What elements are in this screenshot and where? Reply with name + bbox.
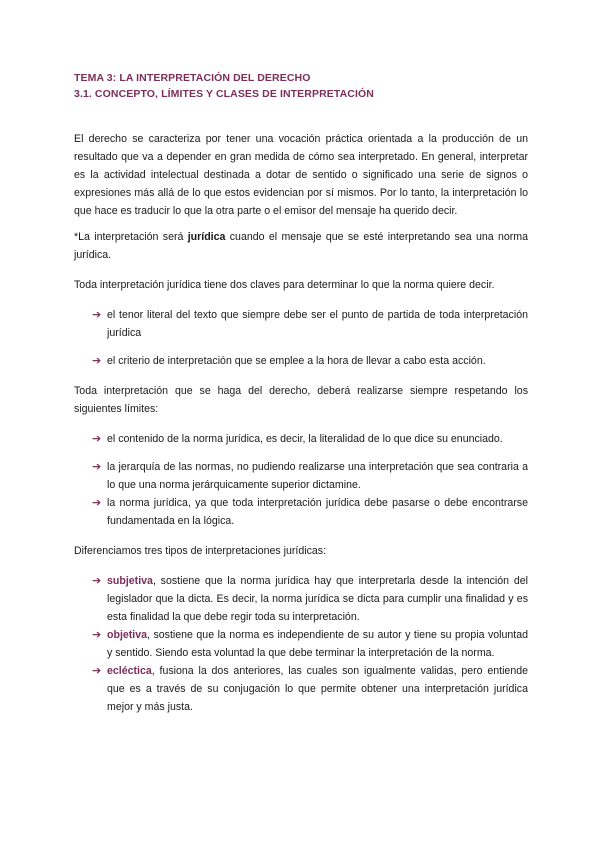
document-page bbox=[74, 70, 528, 716]
list-item-text: el criterio de interpretación que se emplee a la hora de llevar a cabo esta acción. bbox=[107, 355, 486, 367]
list-item bbox=[74, 352, 528, 370]
list-item bbox=[74, 430, 528, 448]
list-item bbox=[74, 626, 528, 662]
arrow-right-icon: ➔ bbox=[92, 665, 102, 677]
intro-paragraph: El derecho se caracteriza por tener una vocación práctica orientada a la producción de un resultado que va a depender en gran medida de cómo sea interpretado. En general, interpretar es la actividad intelectual destinada a dotar de sentido o significado una serie de signos o expresiones más allá de lo que estos evidencian por sí mismos. Por lo tanto, la interpretación lo que hace es traducir lo que la otra parte o el emisor del mensaje ha querido decir. bbox=[74, 133, 528, 217]
list-item bbox=[74, 458, 528, 494]
arrow-right-icon: ➔ bbox=[92, 629, 102, 641]
types-intro: Diferenciamos tres tipos de interpretaciones jurídicas: bbox=[74, 545, 327, 557]
note-bold-term: jurídica bbox=[187, 231, 226, 243]
type-term-objetiva: objetiva bbox=[107, 629, 148, 641]
list-item-text: la norma jurídica, ya que toda interpretación jurídica debe pasarse o debe encontrarse fundamentada en la lógica. bbox=[107, 497, 528, 527]
type-term-eclectica: ecléctica bbox=[107, 665, 152, 677]
arrow-right-icon: ➔ bbox=[92, 309, 102, 321]
list-item-text: la jerarquía de las normas, no pudiendo realizarse una interpretación que sea contraria a lo que una norma jerárquicamente superior dictamine. bbox=[107, 461, 528, 491]
type-description: , sostiene que la norma es independiente de su autor y tiene su propia voluntad y sentido. Siendo esta voluntad la que debe terminar la interpretación de la norma. bbox=[107, 629, 528, 659]
list-item bbox=[74, 662, 528, 716]
list-item bbox=[74, 494, 528, 530]
note-text-start: *La interpretación será bbox=[74, 231, 188, 243]
arrow-right-icon: ➔ bbox=[92, 575, 102, 587]
arrow-right-icon: ➔ bbox=[92, 497, 102, 509]
limits-intro: Toda interpretación que se haga del derecho, deberá realizarse siempre respetando los siguientes límites: bbox=[74, 385, 528, 415]
keys-intro: Toda interpretación jurídica tiene dos claves para determinar lo que la norma quiere decir. bbox=[74, 279, 495, 291]
type-description: , fusiona la dos anteriores, las cuales son igualmente validas, pero entiende que es a través de su conjugación lo que permite obtener una interpretación jurídica mejor y más justa. bbox=[107, 665, 528, 713]
topic-title: TEMA 3: LA INTERPRETACIÓN DEL DERECHO bbox=[74, 72, 311, 84]
note-text-end: cuando el mensaje que se esté interpretando sea una norma jurídica. bbox=[74, 231, 528, 261]
list-item bbox=[74, 572, 528, 626]
limits-list bbox=[74, 430, 528, 530]
section-title: 3.1. CONCEPTO, LÍMITES Y CLASES DE INTERPRETACIÓN bbox=[74, 88, 374, 100]
arrow-right-icon: ➔ bbox=[92, 461, 102, 473]
keys-list bbox=[74, 306, 528, 370]
arrow-right-icon: ➔ bbox=[92, 433, 102, 445]
list-item-text: el contenido de la norma jurídica, es decir, la literalidad de lo que dice su enunciado. bbox=[107, 433, 503, 445]
type-description: , sostiene que la norma jurídica hay que interpretarla desde la intención del legislador que la dicta. Es decir, la norma jurídica se dicta para cumplir una finalidad y es esta finalidad la que debe regir toda su interpretación. bbox=[107, 575, 528, 623]
type-term-subjetiva: subjetiva bbox=[107, 575, 153, 587]
list-item bbox=[74, 306, 528, 342]
list-item-text: el tenor literal del texto que siempre debe ser el punto de partida de toda interpretación jurídica bbox=[107, 309, 528, 339]
arrow-right-icon: ➔ bbox=[92, 355, 102, 367]
note-paragraph bbox=[74, 228, 528, 264]
types-list bbox=[74, 572, 528, 716]
